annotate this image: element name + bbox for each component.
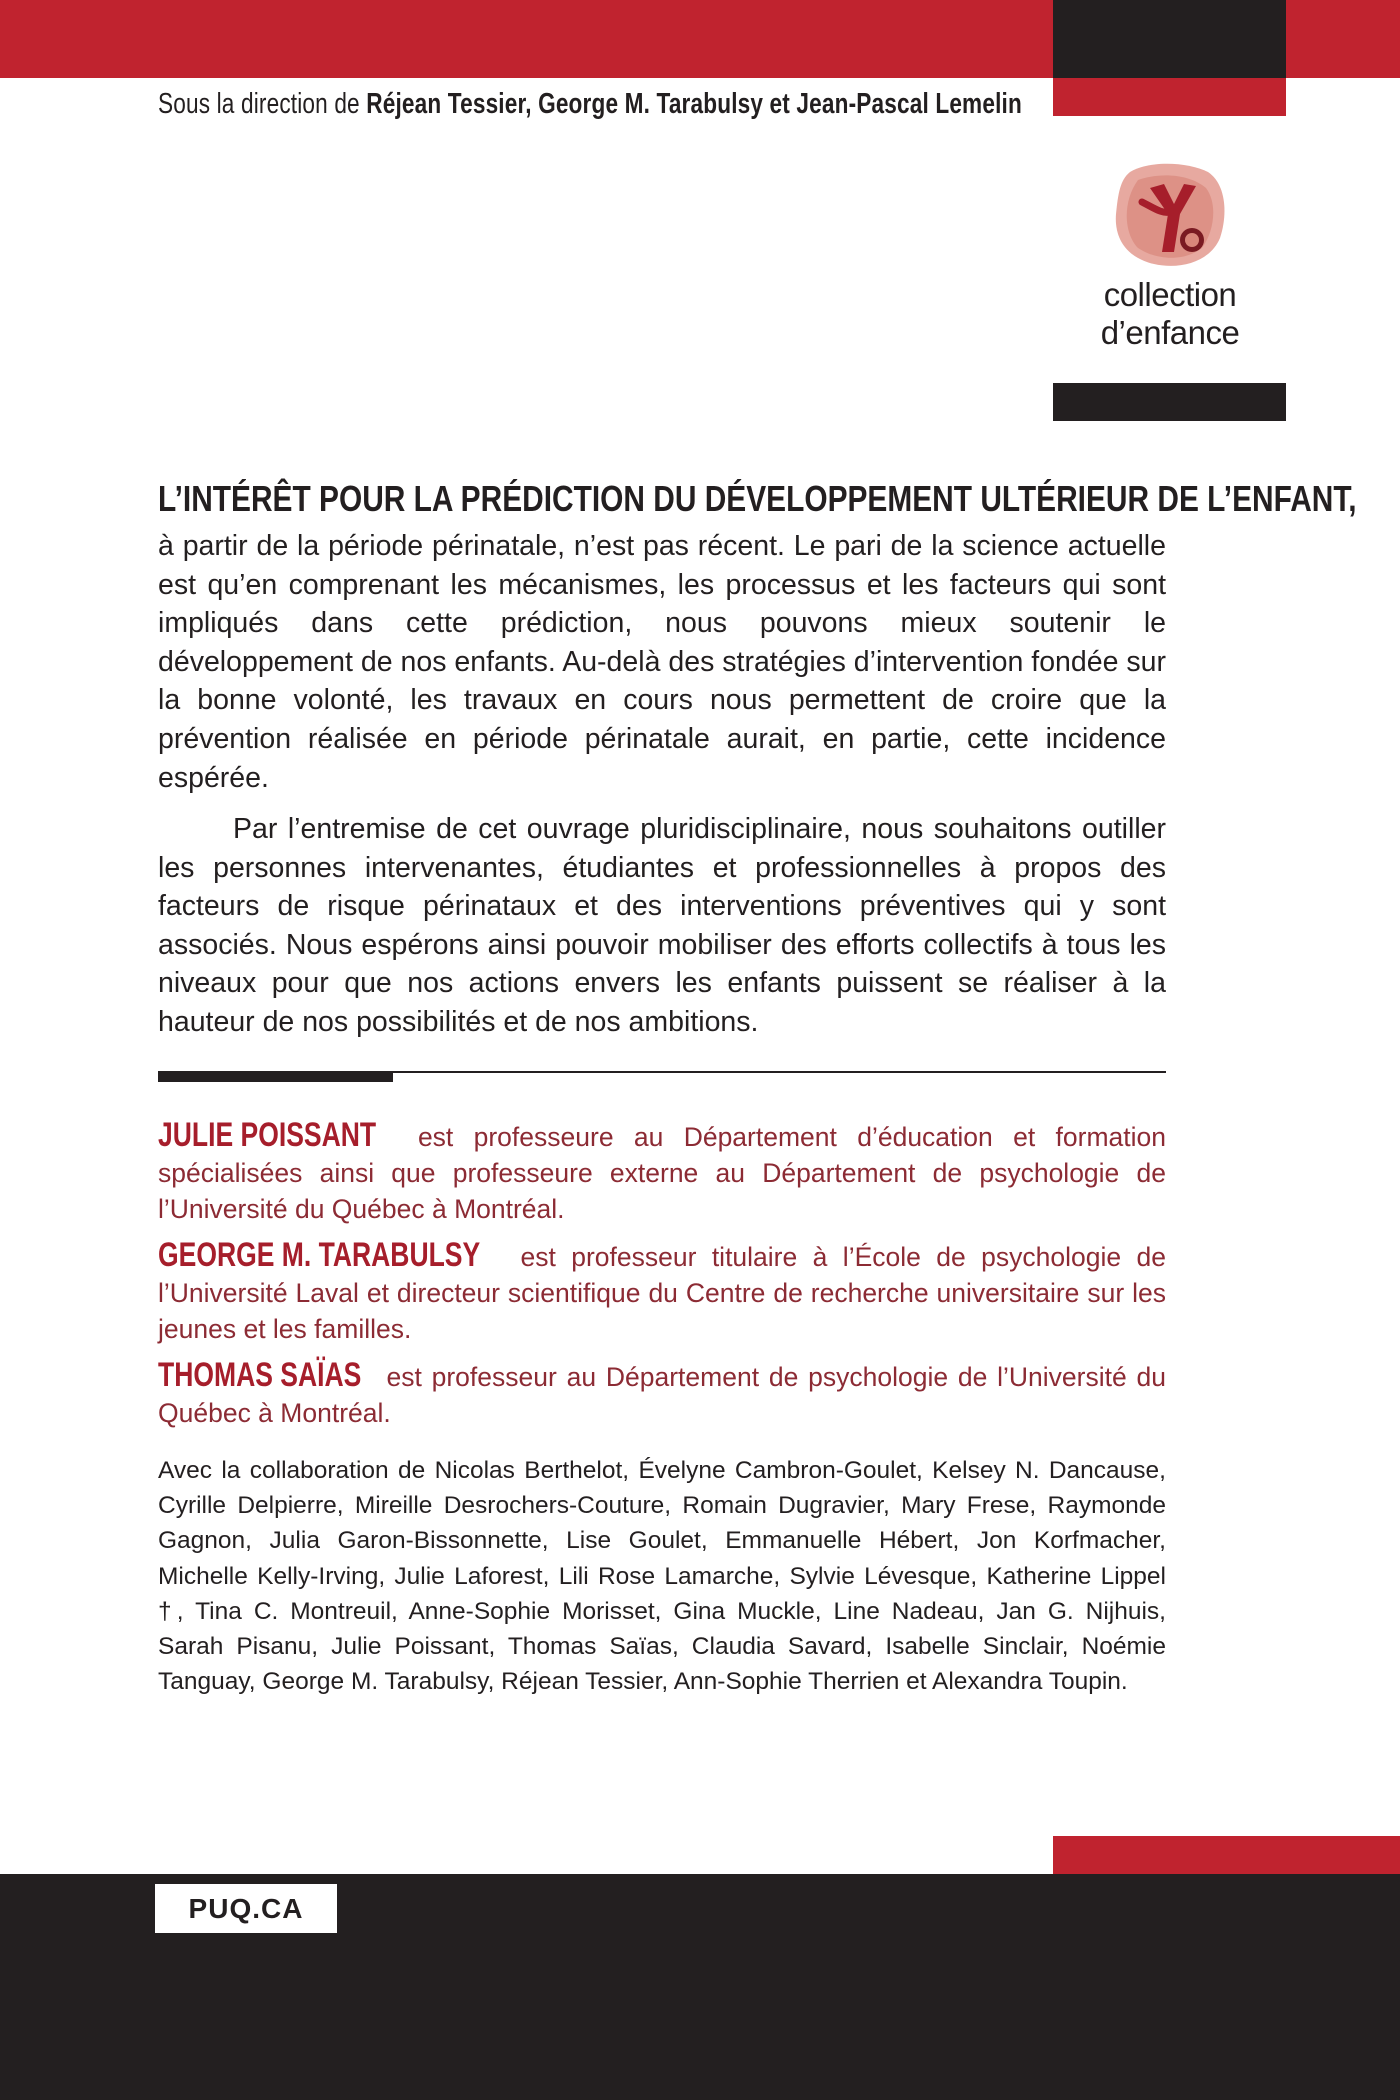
- bio-george-tarabulsy: [158, 1237, 1166, 1347]
- collaborators-list: Avec la collaboration de Nicolas Berthelot, Évelyne Cambron-Goulet, Kelsey N. Dancause, Cyrille Delpierre, Mireille Desrochers-Couture, Romain Dugravier, Mary Frese, Raymonde Gagnon, Julia Garon-Bissonnette, Lise Goulet, Emmanuelle Hébert, Jon Korfmacher, Michelle Kelly-Irving, Julie Laforest, Lili Rose Lamarche, Sylvie Lévesque, Katherine Lippel †, Tina C. Montreuil, Anne-Sophie Morisset, Gina Muckle, Line Nadeau, Jan G. Nijhuis, Sarah Pisanu, Julie Poissant, Thomas Saïas, Claudia Savard, Isabelle Sinclair, Noémie Tanguay, George M. Tarabulsy, Réjean Tessier, Ann-Sophie Therrien et Alexandra Toupin.: [158, 1457, 1166, 1696]
- separator-accent: [158, 1071, 393, 1082]
- byline-prefix: Sous la direction de: [158, 88, 367, 120]
- collection-line2: d’enfance: [1100, 314, 1240, 351]
- summary-paragraph-2: Par l’entremise de cet ouvrage pluridisciplinaire, nous souhaitons outiller les personnes intervenantes, étudiantes et professionnelles à propos des facteurs de risque périnataux et des interventions préventives qui y sont associés. Nous espérons ainsi pouvoir mobiliser des efforts collectifs à tous les niveaux pour que nos actions envers les enfants puissent se réaliser à la hauteur de nos possibilités et de nos ambitions.: [158, 813, 1166, 1038]
- summary-headline: L’INTÉRÊT POUR LA PRÉDICTION DU DÉVELOPPEMENT ULTÉRIEUR DE L’ENFANT,: [158, 478, 1357, 519]
- summary-paragraph-1: à partir de la période périnatale, n’est pas récent. Le pari de la science actuelle est qu’en comprenant les mécanismes, les processus et les facteurs qui sont impliqués dans cette prédiction, nous pouvons mieux soutenir le développement de nos enfants. Au-delà des stratégies d’intervention fondée sur la bonne volonté, les travaux en cours nous permettent de croire que la prévention réalisée en période périnatale aurait, en partie, cette incidence espérée.: [158, 530, 1166, 794]
- collection-name: [1060, 276, 1280, 352]
- top-red-tab: [1053, 78, 1286, 116]
- bio-name: JULIE POISSANT: [158, 1116, 377, 1154]
- collection-line1: collection: [1103, 276, 1237, 313]
- bio-thomas-saias: [158, 1357, 1166, 1431]
- logo-dark-bar: [1053, 383, 1286, 421]
- bottom-red-tab: [1053, 1836, 1400, 1874]
- bio-text: est professeure au Département d’éducation et formation spécialisées ainsi que professeure externe au Département de psychologie de l’Université du Québec à Montréal.: [158, 1122, 1166, 1224]
- byline-editors: Réjean Tessier, George M. Tarabulsy et Jean-Pascal Lemelin: [366, 88, 1022, 120]
- bio-text: est professeur au Département de psychologie de l’Université du Québec à Montréal.: [158, 1362, 1166, 1428]
- bio-name: THOMAS SAÏAS: [158, 1356, 362, 1394]
- top-dark-block: [1053, 0, 1286, 78]
- publisher-website-link[interactable]: PUQ.CA: [155, 1884, 337, 1933]
- bio-julie-poissant: [158, 1117, 1166, 1227]
- bio-text: est professeur titulaire à l’École de psychologie de l’Université Laval et directeur scientifique du Centre de recherche universitaire sur les jeunes et les familles.: [158, 1242, 1166, 1344]
- collection-logo-icon: [1110, 158, 1228, 270]
- editors-byline: [158, 88, 1022, 121]
- bio-name: GEORGE M. TARABULSY: [158, 1236, 481, 1274]
